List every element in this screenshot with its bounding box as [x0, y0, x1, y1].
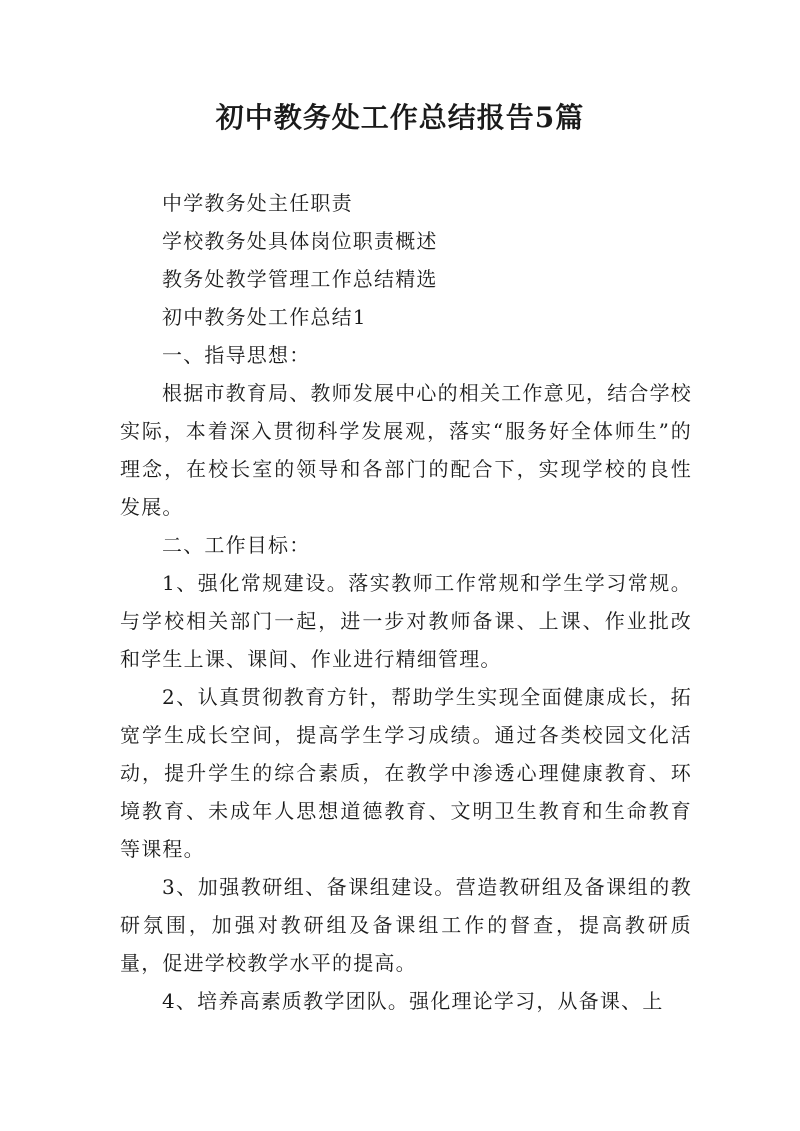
paragraph-goal-1: 1、强化常规建设。落实教师工作常规和学生学习常规。与学校相关部门一起，进一步对教师备课、上课、作业批改和学生上课、课间、作业进行精细管理。 — [120, 571, 692, 671]
heading-work-goals: 二、工作目标： — [162, 533, 311, 557]
heading-guiding-ideology: 一、指导思想： — [162, 343, 311, 367]
document-title: 初中教务处工作总结报告5篇 — [215, 101, 585, 134]
document-body — [120, 184, 692, 1020]
section-heading: 初中教务处工作总结1 — [162, 305, 367, 329]
paragraph-goal-2: 2、认真贯彻教育方针，帮助学生实现全面健康成长，拓宽学生成长空间，提高学生学习成绩。通过各类校园文化活动，提升学生的综合素质，在教学中渗透心理健康教育、环境教育、未成年人思想道德教育、文明卫生教育和生命教育等课程。 — [120, 685, 692, 861]
related-link-1[interactable]: 中学教务处主任职责 — [162, 191, 353, 215]
paragraph-guiding-ideology: 根据市教育局、教师发展中心的相关工作意见，结合学校实际，本着深入贯彻科学发展观，落实“服务好全体师生”的理念，在校长室的领导和各部门的配合下，实现学校的良性发展。 — [120, 381, 692, 519]
related-link-3[interactable]: 教务处教学管理工作总结精选 — [162, 267, 438, 291]
related-link-2[interactable]: 学校教务处具体岗位职责概述 — [162, 229, 438, 253]
paragraph-goal-3: 3、加强教研组、备课组建设。营造教研组及备课组的教研氛围，加强对教研组及备课组工作的督查，提高教研质量，促进学校教学水平的提高。 — [120, 875, 692, 975]
paragraph-goal-4: 4、培养高素质教学团队。强化理论学习，从备课、上 — [162, 989, 664, 1013]
